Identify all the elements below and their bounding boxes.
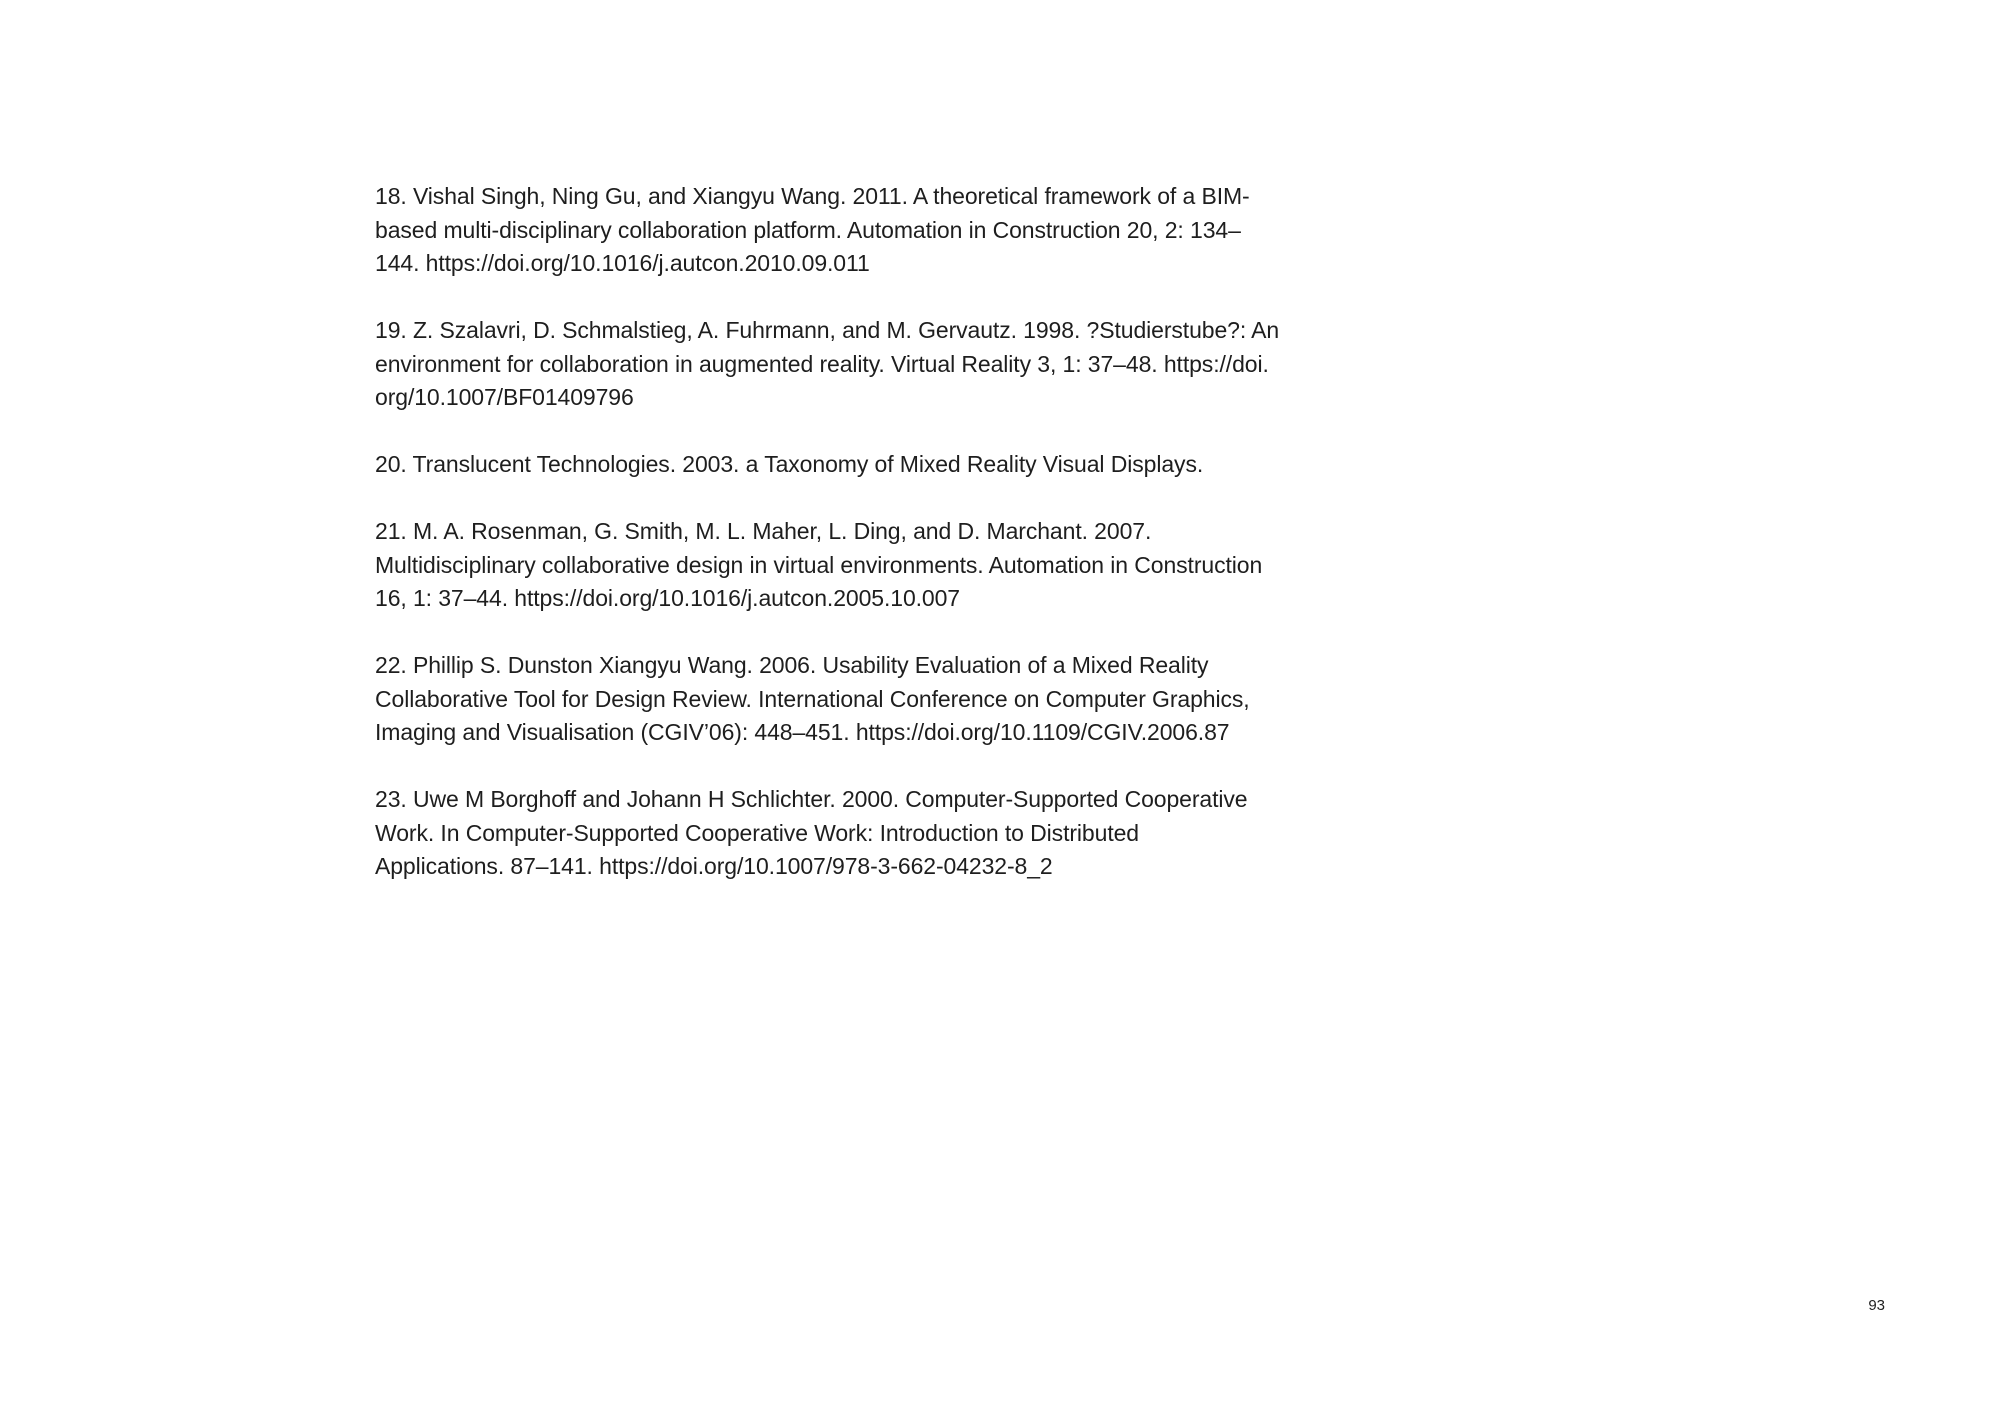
reference-entry-23: 23. Uwe M Borghoff and Johann H Schlichter. 2000. Computer-Supported Cooperative Work. In Computer-Supported Cooperative Work: Introduction to Distributed Applications. 87–141. https://doi.org/10.1007/978-3-662-04232-8_2 <box>375 786 1248 879</box>
page-number: 93 <box>1868 1297 1885 1314</box>
reference-list <box>375 180 1345 917</box>
reference-entry-19: 19. Z. Szalavri, D. Schmalstieg, A. Fuhrmann, and M. Gervautz. 1998. ?Studierstube?: An environment for collaboration in augmented reality. Virtual Reality 3, 1: 37–48. https://doi. org/10.1007/BF01409796 <box>375 317 1280 410</box>
reference-entry-18: 18. Vishal Singh, Ning Gu, and Xiangyu Wang. 2011. A theoretical framework of a BIM- based multi-disciplinary collaboration platform. Automation in Construction 20, 2: 134– 144. https://doi.org/10.1016/j.autcon.2010.09.011 <box>375 183 1250 276</box>
reference-entry-20: 20. Translucent Technologies. 2003. a Taxonomy of Mixed Reality Visual Displays. <box>375 451 1204 477</box>
reference-entry-21: 21. M. A. Rosenman, G. Smith, M. L. Maher, L. Ding, and D. Marchant. 2007. Multidisciplinary collaborative design in virtual environments. Automation in Construction 16, 1: 37–44. https://doi.org/10.1016/j.autcon.2005.10.007 <box>375 518 1263 611</box>
reference-entry-22: 22. Phillip S. Dunston Xiangyu Wang. 2006. Usability Evaluation of a Mixed Reality Collaborative Tool for Design Review. International Conference on Computer Graphics, Imaging and Visualisation (CGIV’06): 448–451. https://doi.org/10.1109/CGIV.2006.87 <box>375 652 1250 745</box>
